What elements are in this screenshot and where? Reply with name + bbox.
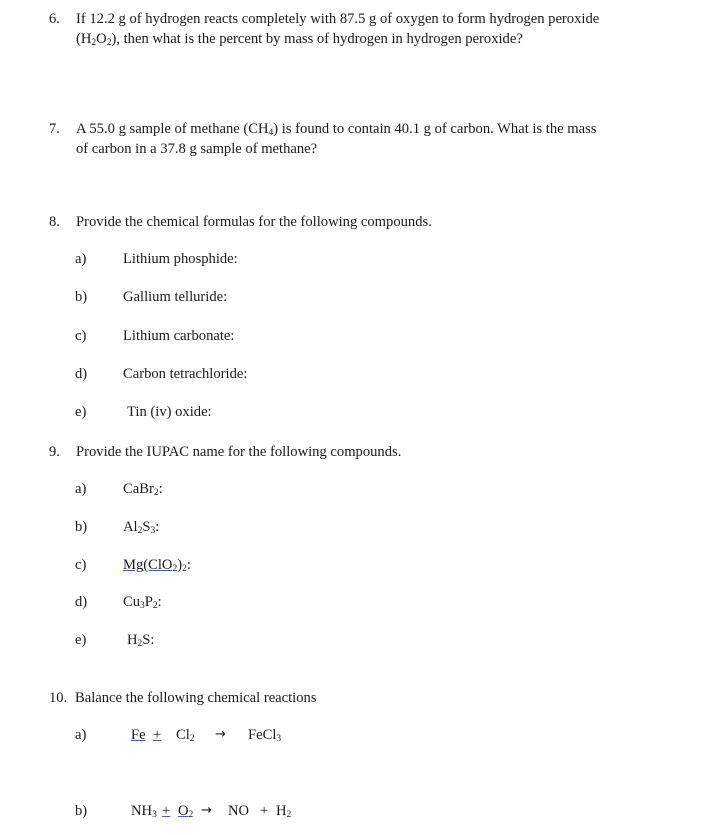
item-letter: c) [75, 557, 87, 573]
question-8 [49, 212, 669, 234]
reactant-fe: Fe [131, 727, 146, 743]
question-number: 7. [49, 121, 60, 137]
question-7 [49, 119, 669, 163]
compound-formula: $Al_2S_3$: [123, 519, 160, 536]
plus-sign: + [260, 803, 269, 819]
item-label: Lithium phosphide: [123, 251, 238, 267]
product-fecl3: FeCl$_3$ [248, 727, 282, 744]
reactant-cl2: $Cl_2$ [176, 727, 195, 744]
compound-formula: $Cu_3P_2$: [123, 594, 162, 611]
question-number: 10. [49, 690, 68, 706]
item-letter: d) [75, 366, 88, 382]
reactant-nh3: $NH_3$ [131, 803, 157, 820]
compound-formula: $H_2S$: [127, 632, 155, 649]
question-text: If 12.2 g of hydrogen reacts completely with 87.5 g of oxygen to form hydrogen peroxide $(H_2O_2)$, then what is the percent by mass of hydrogen in hydrogen peroxide? [76, 11, 600, 48]
item-letter: b) [75, 803, 88, 819]
item-label: Lithium carbonate: [123, 328, 235, 344]
item-label: Gallium telluride: [123, 289, 228, 305]
question-6 [49, 9, 669, 53]
item-letter: e) [75, 404, 87, 420]
product-no: NO [228, 803, 250, 819]
plus-sign: + [162, 803, 171, 819]
question-text: Provide the IUPAC name for the following compounds. [76, 444, 402, 460]
item-letter: a) [75, 481, 87, 497]
item-letter: d) [75, 594, 88, 610]
reaction-arrow: → [201, 803, 212, 818]
question-number: 9. [49, 444, 60, 460]
item-letter: b) [75, 519, 88, 535]
item-letter: b) [75, 289, 88, 305]
reaction-arrow: → [215, 727, 226, 742]
product-h2: $H_2$ [276, 803, 292, 820]
question-text: A 55.0 g sample of methane $(CH_4)$ is found to contain 40.1 g of carbon. What is the mass of carbon in a 37.8 g sample of methane? [76, 121, 597, 157]
item-letter: a) [75, 727, 87, 743]
item-label: Tin (iv) oxide: [127, 404, 212, 420]
item-letter: c) [75, 328, 87, 344]
item-letter: e) [75, 632, 87, 648]
compound-formula: $Mg(ClO_2)_2$: [123, 557, 191, 574]
reactant-o2: $O_2$ [178, 803, 194, 820]
question-text: Balance the following chemical reactions [75, 690, 317, 706]
item-letter: a) [75, 251, 87, 267]
question-10 [49, 688, 669, 710]
plus-sign: + [153, 727, 162, 743]
question-9 [49, 442, 669, 464]
compound-formula: CaBr$_2$: [123, 481, 163, 498]
question-number: 6. [49, 11, 60, 27]
question-text: Provide the chemical formulas for the following compounds. [76, 214, 432, 230]
item-label: Carbon tetrachloride: [123, 366, 248, 382]
question-number: 8. [49, 214, 60, 230]
